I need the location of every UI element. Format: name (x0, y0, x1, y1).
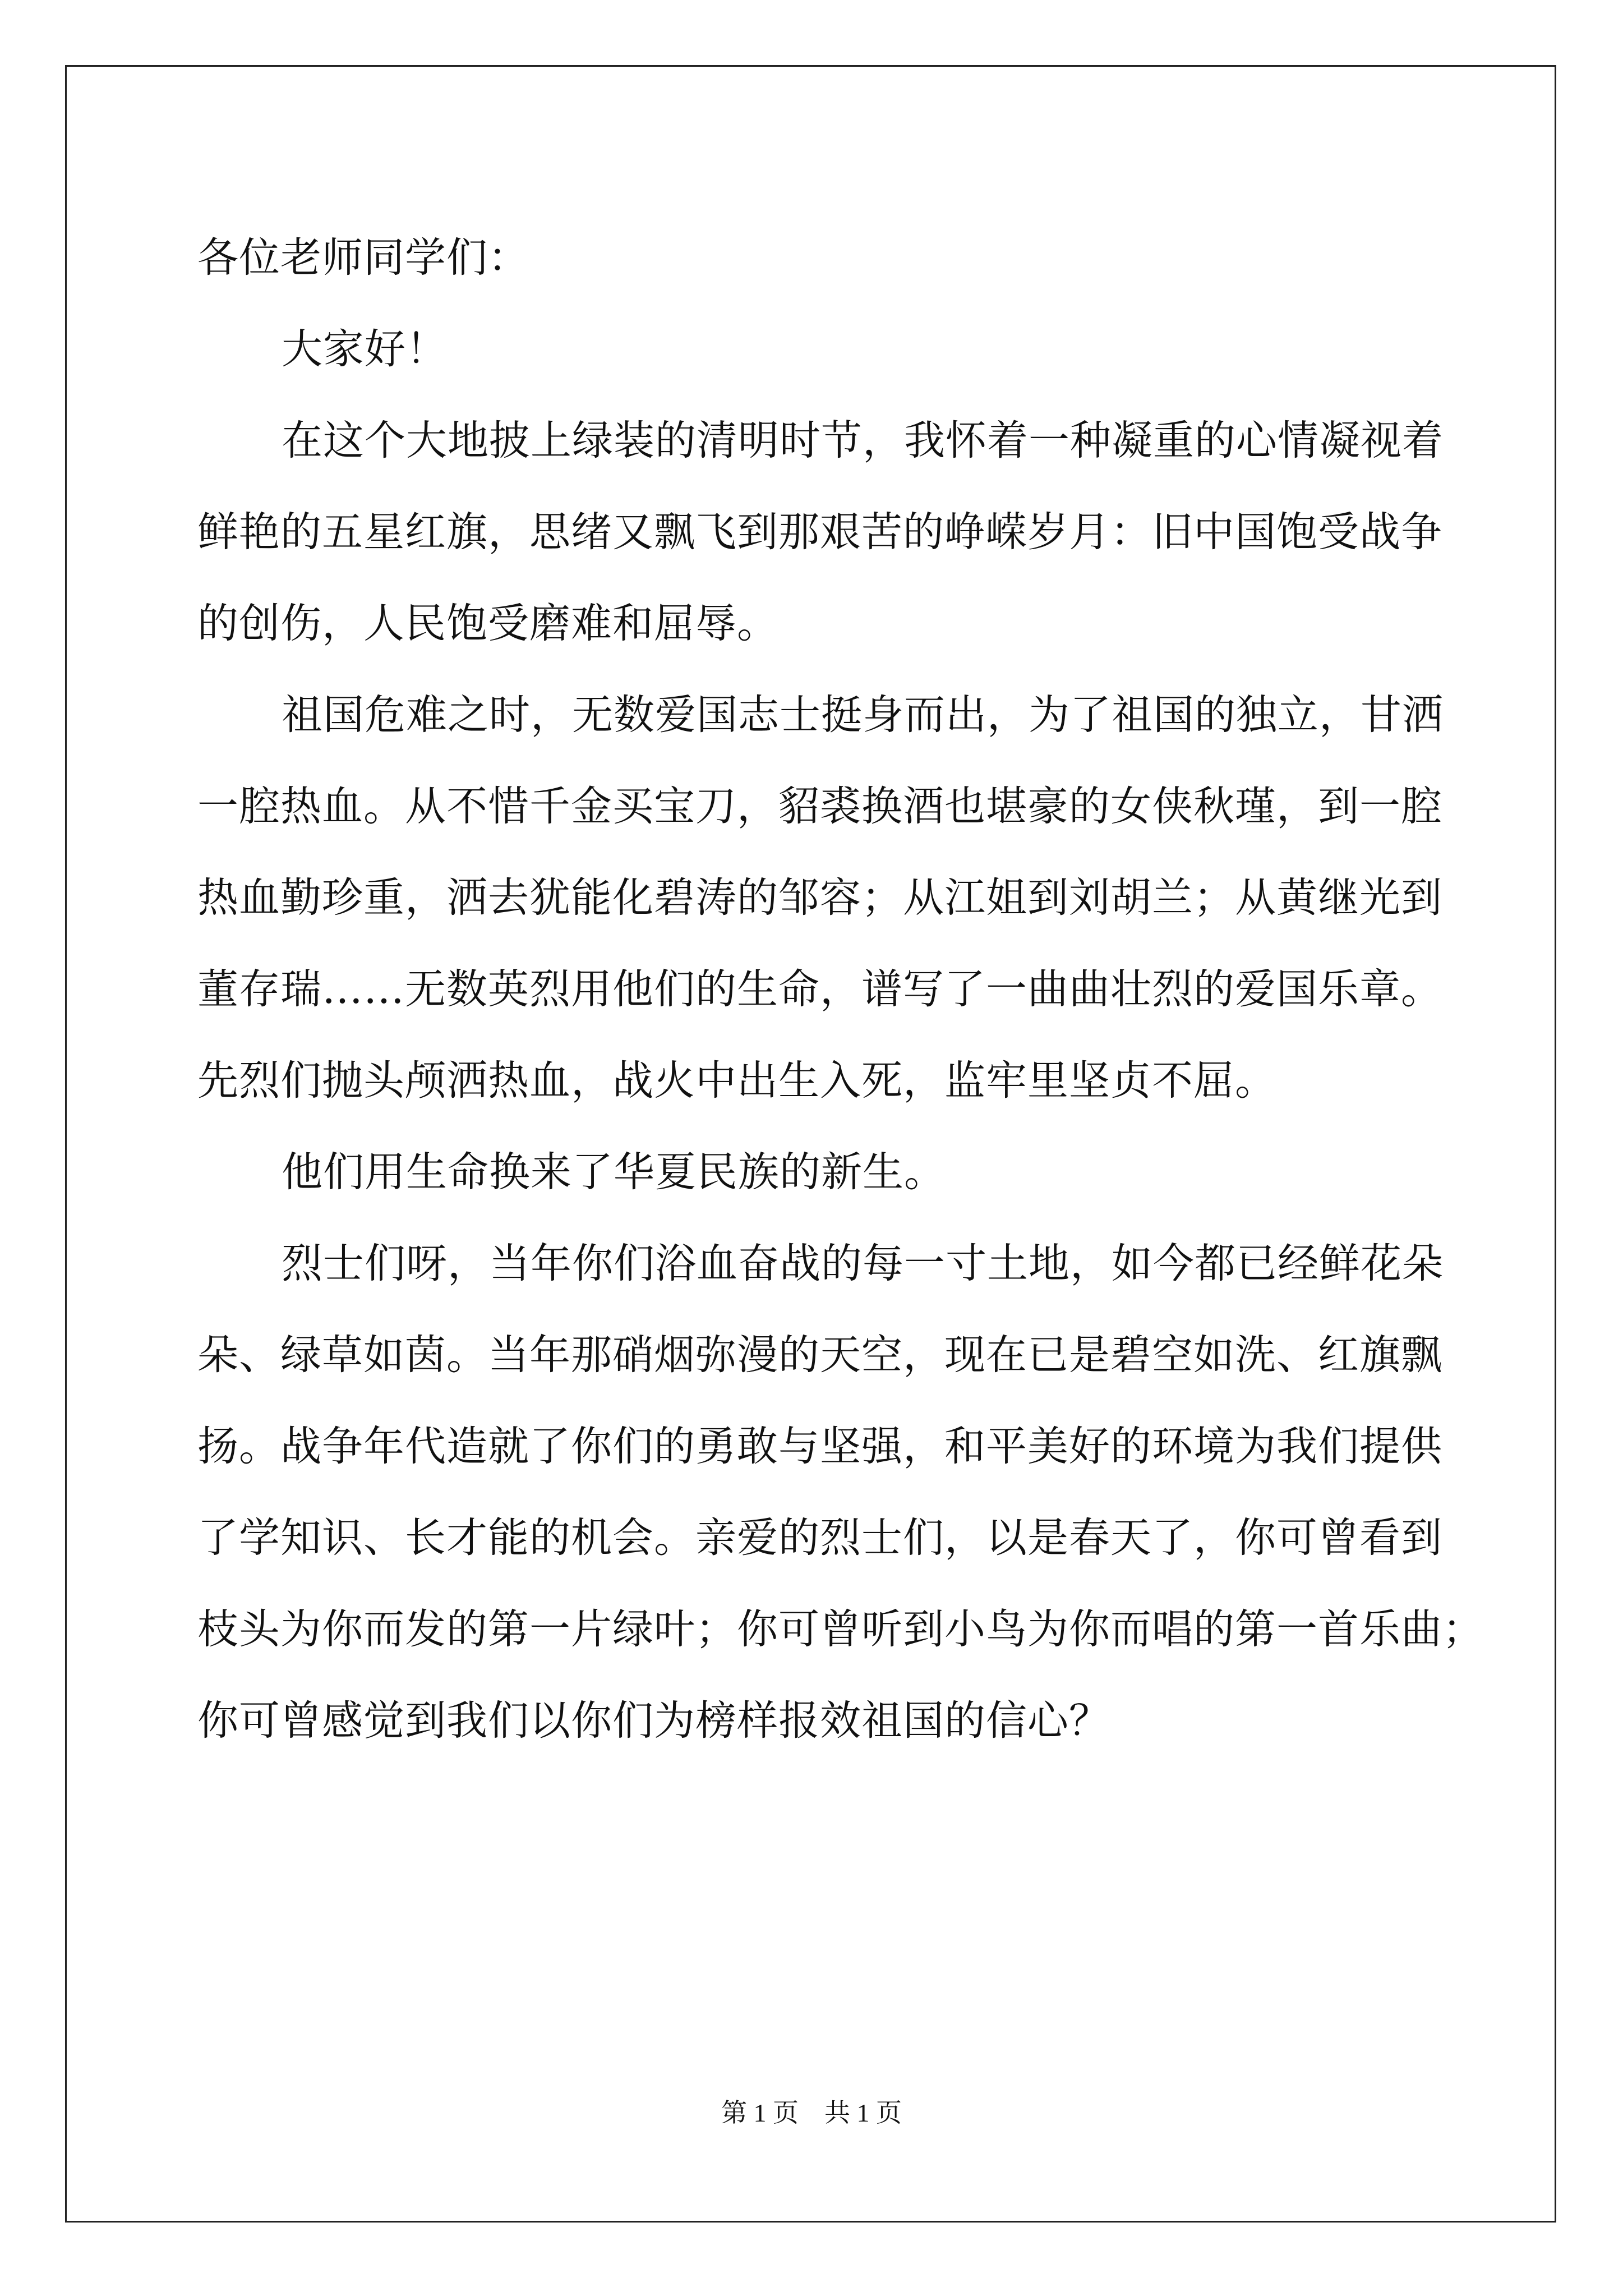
paragraph-4-line-4: 了学知识、长才能的机会。亲爱的烈士们，以是春天了，你可曾看到 (197, 1514, 1442, 1562)
paragraph-1-line-1: 在这个大地披上绿装的清明时节，我怀着一种凝重的心情凝视着 (282, 417, 1444, 464)
paragraph-2-line-5: 先烈们抛头颅洒热血，战火中出生入死，监牢里坚贞不屈。 (197, 1057, 1276, 1105)
paragraph-2-line-4: 董存瑞……无数英烈用他们的生命，谱写了一曲曲壮烈的爱国乐章。 (197, 965, 1442, 1013)
paragraph-3-line-1: 他们用生命换来了华夏民族的新生。 (282, 1148, 946, 1196)
greeting-line: 大家好！ (282, 325, 448, 373)
paragraph-4-line-1: 烈士们呀，当年你们浴血奋战的每一寸土地，如今都已经鲜花朵 (282, 1240, 1444, 1287)
paragraph-4-line-5: 枝头为你而发的第一片绿叶；你可曾听到小鸟为你而唱的第一首乐曲； (197, 1605, 1484, 1653)
paragraph-4-line-3: 扬。战争年代造就了你们的勇敢与坚强，和平美好的环境为我们提供 (197, 1423, 1442, 1470)
paragraph-4-line-6: 你可曾感觉到我们以你们为榜样报效祖国的信心？ (197, 1697, 1110, 1745)
paragraph-2-line-3: 热血勤珍重，洒去犹能化碧涛的邹容；从江姐到刘胡兰；从黄继光到 (197, 874, 1442, 922)
document-body (197, 212, 1484, 1766)
paragraph-2-line-2: 一腔热血。从不惜千金买宝刀，貂裘换酒也堪豪的女侠秋瑾，到一腔 (197, 783, 1442, 830)
paragraph-1-line-3: 的创伤，人民饱受磨难和屈辱。 (197, 600, 778, 647)
salutation-line: 各位老师同学们： (197, 234, 529, 282)
page-number-footer: 第 1 页 共 1 页 (721, 2099, 902, 2127)
paragraph-2-line-1: 祖国危难之时，无数爱国志士挺身而出，为了祖国的独立，甘洒 (282, 691, 1444, 739)
paragraph-4-line-2: 朵、绿草如茵。当年那硝烟弥漫的天空，现在已是碧空如洗、红旗飘 (197, 1331, 1442, 1379)
paragraph-1-line-2: 鲜艳的五星红旗，思绪又飘飞到那艰苦的峥嵘岁月：旧中国饱受战争 (197, 508, 1442, 556)
